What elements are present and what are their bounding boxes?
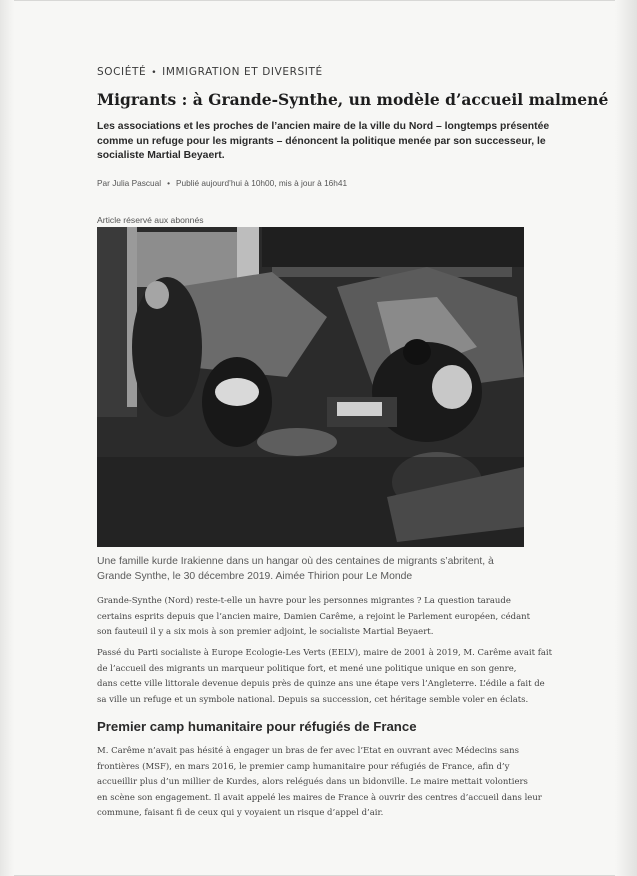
- page-left-edge: [0, 0, 14, 876]
- paragraph-2: [97, 646, 553, 708]
- paragraph-line: de l’accueil des migrants un marqueur politique fort, et mené une politique unique en son genre,: [97, 663, 517, 674]
- paragraph-line: frontières (MSF), en mars 2016, le premier camp humanitaire pour réfugiés de France, afin d’y: [97, 761, 510, 772]
- paragraph-line: son fauteuil il y a six mois à son premier adjoint, le socialiste Martial Beyaert.: [97, 627, 434, 637]
- photo-illustration: [97, 227, 524, 547]
- paragraph-line: Passé du Parti socialiste à Europe Ecologie-Les Verts (EELV), maire de 2001 à 2019, M. Carême avait fait: [97, 648, 553, 658]
- paragraph-3: [97, 744, 542, 822]
- paragraph-line: M. Carême n’avait pas hésité à engager un bras de fer avec l’Etat en ouvrant avec Médecins sans: [97, 746, 520, 756]
- paragraph-line: en scène son engagement. Il avait appelé les maires de France à ouvrir des centres d’accueil dans leur: [97, 792, 542, 803]
- paragraph-line: certains esprits depuis que l’ancien maire, Damien Carême, a rejoint le Parlement européen, cédant: [97, 611, 531, 622]
- subscribers-notice: Article réservé aux abonnés: [97, 215, 204, 225]
- article-photo: [97, 227, 524, 547]
- byline-separator: •: [167, 177, 171, 188]
- rubric-topic[interactable]: IMMIGRATION ET DIVERSITÉ: [162, 66, 323, 78]
- lede-line: socialiste Martial Beyaert.: [97, 150, 225, 161]
- page-right-edge: [615, 0, 637, 876]
- lede-line: comme un refuge pour les migrants – dénoncent la politique menée par son successeur, le: [97, 135, 546, 147]
- author[interactable]: Par Julia Pascual: [97, 177, 162, 188]
- paragraph-line: Grande-Synthe (Nord) reste-t-elle un havre pour les personnes migrantes ? La question taraude: [97, 596, 511, 606]
- section-heading: Premier camp humanitaire pour réfugiés de France: [97, 719, 417, 734]
- caption-line: Une famille kurde Irakienne dans un hangar où des centaines de migrants s’abritent, à: [97, 556, 494, 567]
- byline: [97, 178, 525, 188]
- rubric-separator: •: [151, 68, 158, 78]
- rubric: [97, 66, 525, 78]
- paragraph-line: sa ville un refuge et un symbole national. Depuis sa succession, cet héritage semble voler en éclats.: [97, 694, 529, 705]
- rubric-section[interactable]: SOCIÉTÉ: [97, 66, 147, 78]
- paragraph-line: commune, faisant fi de ceux qui y voyaient un risque d’appel d’air.: [97, 808, 384, 818]
- lede-line: Les associations et les proches de l’ancien maire de la ville du Nord – longtemps présentée: [97, 121, 550, 132]
- article-title: Migrants : à Grande-Synthe, un modèle d’accueil malmené: [97, 90, 609, 109]
- article: [97, 66, 609, 188]
- photo-caption: [97, 554, 537, 584]
- caption-line: Grande Synthe, le 30 décembre 2019. Aimée Thirion pour Le Monde: [97, 571, 413, 582]
- paragraph-line: accueillir plus d’un millier de Kurdes, alors relégués dans un bidonville. Le maire mettait volontiers: [97, 777, 528, 787]
- paragraph-line: dans cette ville littorale devenue depuis près de quinze ans une étape vers l’Angleterre. L’édile a fait de: [97, 679, 545, 689]
- publication-date: Publié aujourd’hui à 10h00, mis à jour à 16h41: [176, 177, 348, 188]
- paragraph-1: [97, 594, 537, 641]
- article-lede: [97, 120, 550, 164]
